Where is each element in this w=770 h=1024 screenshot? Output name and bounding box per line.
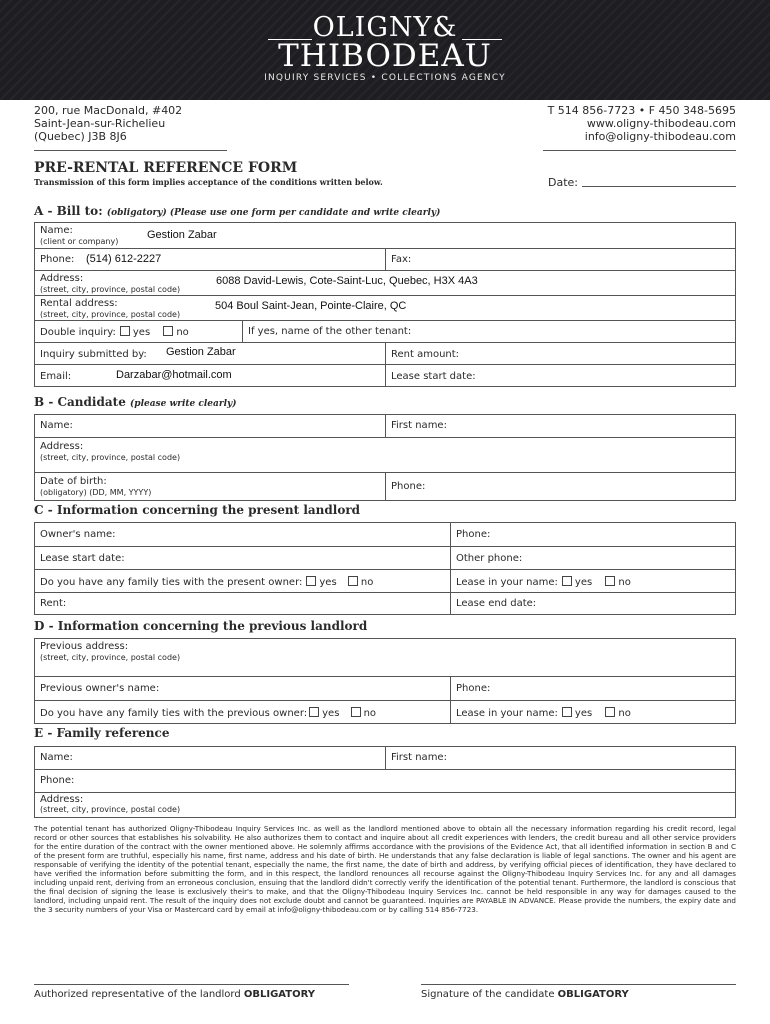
lease-end-label: Lease end date: bbox=[456, 598, 537, 609]
candidate-dob-field[interactable] bbox=[35, 473, 385, 500]
rental-address-label: Rental address: bbox=[40, 298, 118, 309]
section-d-title: D - Information concerning the previous landlord bbox=[34, 619, 368, 633]
family-name-label: Name: bbox=[40, 752, 73, 763]
candidate-name-field[interactable] bbox=[35, 415, 385, 437]
prev-ties-yes-label: yes bbox=[322, 708, 340, 719]
section-c-title: C - Information concerning the present landlord bbox=[34, 503, 361, 517]
bill-name-value[interactable]: Gestion Zabar bbox=[147, 229, 217, 241]
address-line-3: (Quebec) J3B 8J6 bbox=[34, 130, 127, 143]
row-prev-address bbox=[35, 639, 735, 676]
present-ties-no-label: no bbox=[360, 577, 374, 588]
bill-address-value[interactable]: 6088 David-Lewis, Cote-Saint-Luc, Quebec, H3X 4A3 bbox=[216, 275, 478, 287]
candidate-first-name-label: First name: bbox=[391, 420, 447, 431]
landlord-signature-obligatory: OBLIGATORY bbox=[243, 989, 315, 1000]
prev-ties-no-label: no bbox=[363, 708, 377, 719]
prev-address-label: Previous address: bbox=[40, 641, 129, 652]
section-a-table bbox=[34, 222, 736, 387]
prev-ties-text: Do you have any family ties with the previous owner: bbox=[40, 708, 308, 719]
bill-address-label: Address: bbox=[40, 273, 84, 284]
present-ties-no-checkbox[interactable] bbox=[348, 576, 358, 586]
header-banner bbox=[0, 0, 770, 100]
address-line-2: Saint-Jean-sur-Richelieu bbox=[34, 117, 166, 130]
other-tenant-field[interactable] bbox=[242, 321, 735, 342]
row-submitted-by bbox=[35, 342, 735, 364]
bill-name-label: Name: bbox=[40, 225, 73, 236]
contact-phone: T 514 856-7723 • F 450 348-5695 bbox=[547, 104, 736, 117]
present-lease-name-label bbox=[456, 576, 631, 588]
other-phone-label: Other phone: bbox=[456, 553, 523, 564]
rent-field[interactable] bbox=[35, 593, 450, 614]
rent-label: Rent: bbox=[40, 598, 67, 609]
section-e-table bbox=[34, 746, 736, 818]
bill-address-hint: (street, city, province, postal code) bbox=[40, 285, 181, 294]
family-address-field[interactable] bbox=[35, 793, 735, 817]
family-address-label: Address: bbox=[40, 794, 84, 805]
prev-ties-label bbox=[40, 707, 376, 719]
prev-owner-field[interactable] bbox=[35, 677, 450, 700]
rental-address-field[interactable] bbox=[35, 296, 735, 320]
present-lease-start-label: Lease start date: bbox=[40, 553, 125, 564]
prev-lease-name-field bbox=[450, 701, 735, 723]
other-phone-field[interactable] bbox=[450, 547, 735, 569]
row-double-inquiry bbox=[35, 320, 735, 342]
present-lease-yes-checkbox[interactable] bbox=[562, 576, 572, 586]
prev-owner-phone-field[interactable] bbox=[450, 677, 735, 700]
prev-lease-name-label bbox=[456, 707, 631, 719]
row-bill-address bbox=[35, 270, 735, 295]
present-ties-text: Do you have any family ties with the present owner: bbox=[40, 577, 303, 588]
candidate-address-label: Address: bbox=[40, 441, 84, 452]
prev-address-hint: (street, city, province, postal code) bbox=[40, 653, 181, 662]
date-field[interactable] bbox=[582, 186, 736, 187]
present-ties-label bbox=[40, 576, 373, 588]
form-title: PRE-RENTAL REFERENCE FORM bbox=[34, 160, 298, 176]
candidate-dob-hint: (obligatory) (DD, MM, YYYY) bbox=[40, 488, 152, 497]
section-a-heading: A - Bill to: bbox=[34, 204, 103, 218]
section-b-table bbox=[34, 414, 736, 501]
row-candidate-address bbox=[35, 437, 735, 472]
bill-phone-field[interactable] bbox=[35, 249, 385, 270]
lease-start-field[interactable] bbox=[385, 365, 735, 386]
bill-name-field[interactable] bbox=[35, 223, 735, 248]
double-inquiry-field bbox=[35, 321, 242, 342]
email-field[interactable] bbox=[35, 365, 385, 386]
email-label: Email: bbox=[40, 371, 72, 382]
present-ties-yes-checkbox[interactable] bbox=[306, 576, 316, 586]
row-family-address bbox=[35, 792, 735, 817]
landlord-signature-line[interactable] bbox=[34, 984, 349, 985]
section-c-table bbox=[34, 522, 736, 615]
candidate-signature-caption bbox=[421, 989, 629, 1000]
submitted-by-label: Inquiry submitted by: bbox=[40, 349, 147, 360]
landlord-signature-text: Authorized representative of the landlord bbox=[34, 989, 241, 1000]
logo-line-1: OLIGNY& bbox=[312, 12, 458, 43]
candidate-signature-text: Signature of the candidate bbox=[421, 989, 555, 1000]
logo-line-2: THIBODEAU bbox=[278, 38, 492, 74]
logo-tagline: INQUIRY SERVICES • COLLECTIONS AGENCY bbox=[264, 73, 506, 83]
prev-ties-field bbox=[35, 701, 450, 723]
candidate-name-label: Name: bbox=[40, 420, 73, 431]
candidate-address-hint: (street, city, province, postal code) bbox=[40, 453, 181, 462]
candidate-first-name-field[interactable] bbox=[385, 415, 735, 437]
family-phone-field[interactable] bbox=[35, 770, 735, 792]
present-lease-no-checkbox[interactable] bbox=[605, 576, 615, 586]
bill-fax-field[interactable] bbox=[385, 249, 735, 270]
prev-owner-label: Previous owner's name: bbox=[40, 683, 160, 694]
family-phone-label: Phone: bbox=[40, 775, 75, 786]
family-first-name-field[interactable] bbox=[385, 747, 735, 769]
prev-ties-yes-checkbox[interactable] bbox=[309, 707, 319, 717]
owner-name-field[interactable] bbox=[35, 523, 450, 546]
double-no-label: no bbox=[176, 327, 189, 338]
prev-lease-no-label: no bbox=[618, 708, 631, 719]
contact-email[interactable]: info@oligny-thibodeau.com bbox=[584, 130, 736, 143]
row-rent bbox=[35, 592, 735, 614]
candidate-signature-obligatory: OBLIGATORY bbox=[557, 989, 629, 1000]
lease-end-field[interactable] bbox=[450, 593, 735, 614]
bill-fax-label: Fax: bbox=[391, 254, 412, 265]
legal-terms: The potential tenant has authorized Oligny-Thibodeau Inquiry Services Inc. as well as the landlord mentioned above to obtain all the necessary information regarding his credit record, legal record or other sources that establishes his solvability. He also authorizes them to contact and inquire about all credit experiences with lenders, the credit bureau and all other service providers for the entire duration of the contract with the owner mentioned above. He solemnly affirms accordance with the provisions of the Evidence Act, that all identified information in section B and C of the present form are truthful, especially his name, first name, address and his date of birth. He understands that any false declaration is liable of legal sanctions. The owner and his agent are responsable of verifying the identity of the potential tenant, especially the name, the first name, the date of birth and address, by verifying official pieces of identification, they have declared to have verified the information before submitting the form, and in this respect, the landlord renounces all recourse against the Oligny-Thibodeau Inquiry Services Inc. for any and all damages including unpaid rent, deriving from an erroneous conclusion, ensuing that the landlord didn't correctly verify the identification of the potential tenant. Furthermore, the landlord is conscious that the final decision of signing the lease is exclusively their's to make, and that the Oligny-Thibodeau Inquiry Services Inc. cannot be held responsible in any way for damages caused to the landlord, including unpaid rent. The result of the inquiry does not exclude doubt and cannot be guaranteed. Inquiries are PAYABLE IN ADVANCE. Please provide the numbers, the expiry date and the 3 security numbers of your Visa or Mastercard card by email at info@oligny-thibodeau.com or by calling 514 856-7723. bbox=[34, 824, 736, 914]
contact-website[interactable]: www.oligny-thibodeau.com bbox=[586, 117, 736, 130]
family-name-field[interactable] bbox=[35, 747, 385, 769]
bill-phone-label: Phone: bbox=[40, 254, 75, 265]
submitted-by-value[interactable]: Gestion Zabar bbox=[166, 346, 236, 358]
bill-phone-value[interactable]: (514) 612-2227 bbox=[86, 253, 162, 265]
double-yes-checkbox[interactable] bbox=[120, 326, 130, 336]
section-d-table bbox=[34, 638, 736, 724]
row-present-ties bbox=[35, 569, 735, 592]
prev-lease-name-text: Lease in your name: bbox=[456, 708, 558, 719]
section-a-note: (obligatory) (Please use one form per candidate and write clearly) bbox=[106, 208, 441, 218]
prev-owner-phone-label: Phone: bbox=[456, 683, 491, 694]
prev-lease-yes-checkbox[interactable] bbox=[562, 707, 572, 717]
candidate-phone-field[interactable] bbox=[385, 473, 735, 500]
row-prev-owner bbox=[35, 676, 735, 700]
section-b-title bbox=[34, 395, 237, 409]
company-contact bbox=[548, 104, 736, 143]
row-candidate-name bbox=[35, 415, 735, 437]
section-b-heading: B - Candidate bbox=[34, 395, 126, 409]
email-value[interactable]: Darzabar@hotmail.com bbox=[116, 369, 232, 381]
double-inquiry-text: Double inquiry: bbox=[40, 327, 116, 338]
section-e-title: E - Family reference bbox=[34, 726, 170, 740]
prev-address-field[interactable] bbox=[35, 639, 735, 676]
date-label: Date: bbox=[548, 176, 578, 189]
present-ties-yes-label: yes bbox=[319, 577, 337, 588]
row-email bbox=[35, 364, 735, 386]
candidate-address-field[interactable] bbox=[35, 438, 735, 472]
candidate-dob-label: Date of birth: bbox=[40, 476, 107, 487]
section-a-title bbox=[34, 204, 440, 218]
present-lease-no-label: no bbox=[618, 577, 631, 588]
bill-name-hint: (client or company) bbox=[40, 237, 119, 246]
row-family-phone bbox=[35, 769, 735, 792]
prev-lease-no-checkbox[interactable] bbox=[605, 707, 615, 717]
owner-phone-label: Phone: bbox=[456, 529, 491, 540]
present-ties-field bbox=[35, 570, 450, 592]
family-address-hint: (street, city, province, postal code) bbox=[40, 805, 181, 814]
row-candidate-dob bbox=[35, 472, 735, 500]
prev-ties-no-checkbox[interactable] bbox=[351, 707, 361, 717]
rental-address-value[interactable]: 504 Boul Saint-Jean, Pointe-Claire, QC bbox=[215, 300, 407, 312]
company-address bbox=[34, 104, 182, 143]
double-yes-label: yes bbox=[132, 327, 151, 338]
present-lease-yes-label: yes bbox=[574, 577, 593, 588]
divider-left bbox=[34, 150, 227, 151]
family-first-name-label: First name: bbox=[391, 752, 447, 763]
row-bill-name bbox=[35, 223, 735, 248]
lease-start-label: Lease start date: bbox=[391, 371, 476, 382]
address-line-1: 200, rue MacDonald, #402 bbox=[34, 104, 183, 117]
rent-amount-field[interactable] bbox=[385, 343, 735, 364]
row-prev-ties bbox=[35, 700, 735, 723]
present-lease-name-text: Lease in your name: bbox=[456, 577, 558, 588]
prev-lease-yes-label: yes bbox=[574, 708, 593, 719]
double-no-checkbox[interactable] bbox=[163, 326, 173, 336]
form-subtitle: Transmission of this form implies acceptance of the conditions written below. bbox=[34, 177, 383, 187]
present-lease-name-field bbox=[450, 570, 735, 592]
row-bill-phone bbox=[35, 248, 735, 270]
rental-address-hint: (street, city, province, postal code) bbox=[40, 310, 181, 319]
landlord-signature-caption bbox=[34, 989, 315, 1000]
present-lease-start-field[interactable] bbox=[35, 547, 450, 569]
rent-amount-label: Rent amount: bbox=[391, 349, 460, 360]
row-owner bbox=[35, 523, 735, 546]
row-present-lease-start bbox=[35, 546, 735, 569]
submitted-by-field[interactable] bbox=[35, 343, 385, 364]
row-family-name bbox=[35, 747, 735, 769]
candidate-signature-line[interactable] bbox=[421, 984, 736, 985]
owner-name-label: Owner's name: bbox=[40, 529, 116, 540]
section-b-note: (please write clearly) bbox=[130, 399, 237, 409]
other-tenant-label: If yes, name of the other tenant: bbox=[248, 326, 412, 337]
owner-phone-field[interactable] bbox=[450, 523, 735, 546]
double-inquiry-label bbox=[40, 326, 189, 338]
bill-address-field[interactable] bbox=[35, 271, 735, 295]
row-rental-address bbox=[35, 295, 735, 320]
divider-right bbox=[543, 150, 736, 151]
candidate-phone-label: Phone: bbox=[391, 481, 426, 492]
